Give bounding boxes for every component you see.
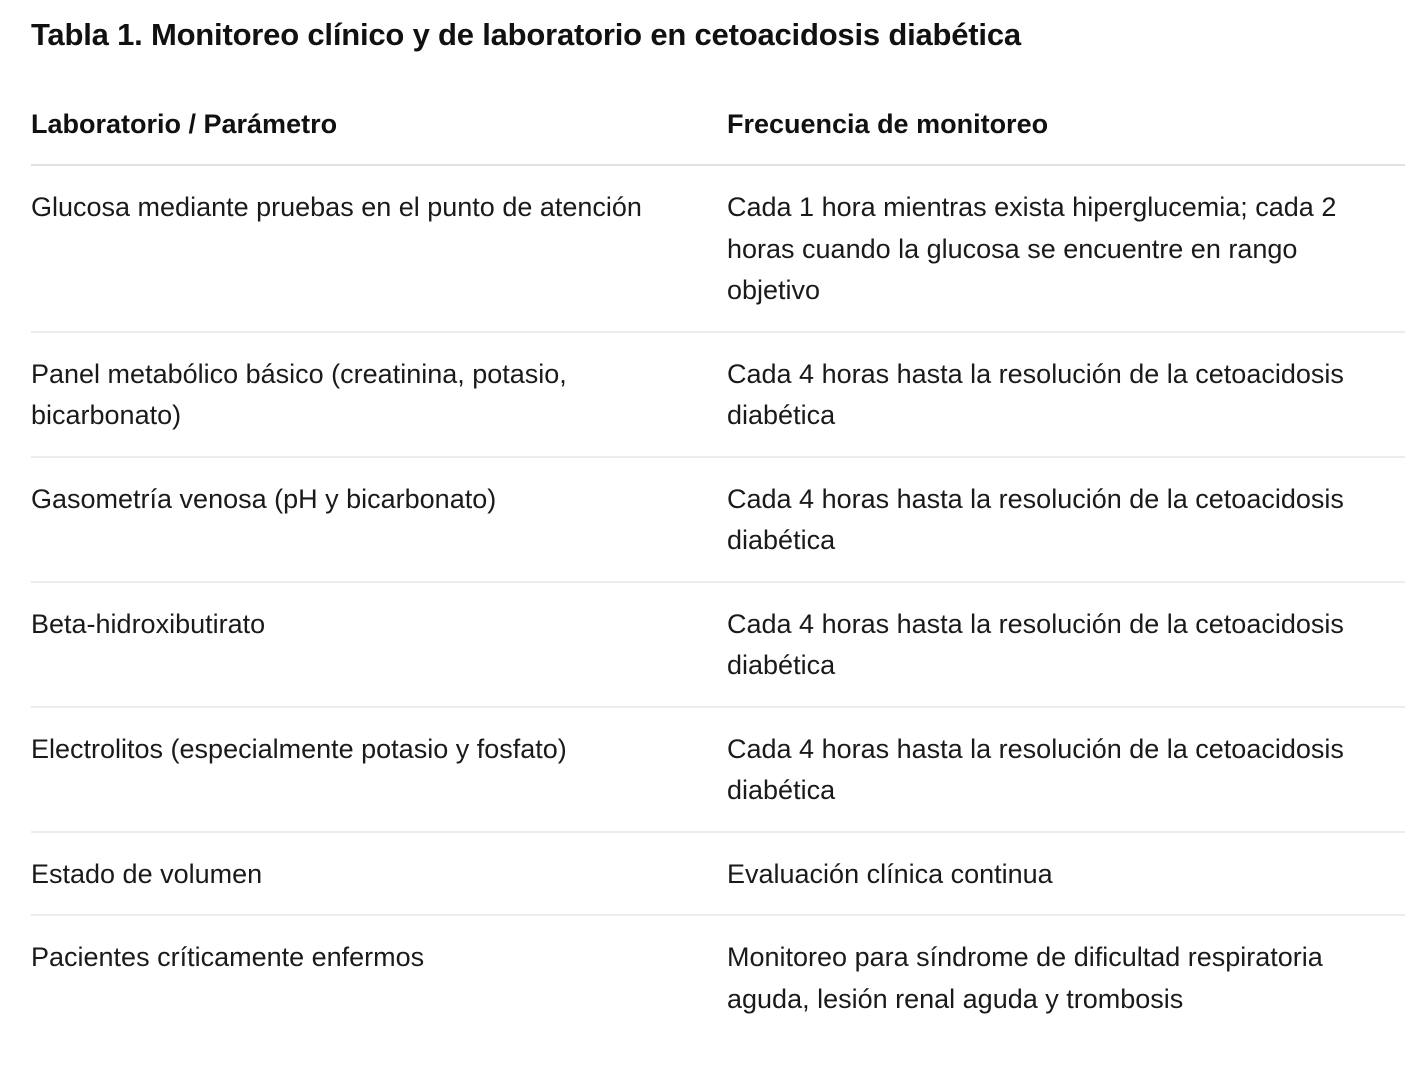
cell-parameter: Glucosa mediante pruebas en el punto de atención <box>31 165 727 332</box>
cell-frequency: Cada 4 horas hasta la resolución de la cetoacidosis diabética <box>727 707 1405 832</box>
cell-parameter: Pacientes críticamente enfermos <box>31 942 425 972</box>
table-header <box>31 104 1405 165</box>
cell-frequency: Evaluación clínica continua <box>727 832 1405 916</box>
monitoring-table <box>31 104 1405 1039</box>
cell-parameter: Gasometría venosa (pH y bicarbonato) <box>31 457 727 582</box>
table-row <box>31 457 1405 582</box>
table-row <box>31 332 1405 457</box>
document <box>31 0 1405 1039</box>
header-row <box>31 104 1405 165</box>
table-title: Tabla 1. Monitoreo clínico y de laboratorio en cetoacidosis diabética <box>31 17 1021 52</box>
header-frequency: Frecuencia de monitoreo <box>727 104 1405 165</box>
cell-frequency: Cada 4 horas hasta la resolución de la cetoacidosis diabética <box>727 582 1405 707</box>
cell-parameter: Estado de volumen <box>31 832 727 916</box>
table-body <box>31 165 1405 1039</box>
header-parameter: Laboratorio / Parámetro <box>31 104 727 165</box>
cell-frequency: Cada 1 hora mientras exista hiperglucemia; cada 2 horas cuando la glucosa se encuentre en rango objetivo <box>727 165 1405 332</box>
cell-frequency: Cada 4 horas hasta la resolución de la cetoacidosis diabética <box>727 457 1405 582</box>
table-row <box>31 707 1405 832</box>
cell-parameter: Panel metabólico básico (creatinina, potasio, bicarbonato) <box>31 332 727 457</box>
cell-frequency: Monitoreo para síndrome de dificultad respiratoria aguda, lesión renal aguda y trombosis <box>727 942 1323 1014</box>
table-row <box>31 832 1405 916</box>
cell-parameter: Electrolitos (especialmente potasio y fosfato) <box>31 707 727 832</box>
cell-parameter: Beta-hidroxibutirato <box>31 582 727 707</box>
table-row <box>31 915 1405 1039</box>
cell-frequency: Cada 4 horas hasta la resolución de la cetoacidosis diabética <box>727 332 1405 457</box>
table-row <box>31 165 1405 332</box>
table-row <box>31 582 1405 707</box>
